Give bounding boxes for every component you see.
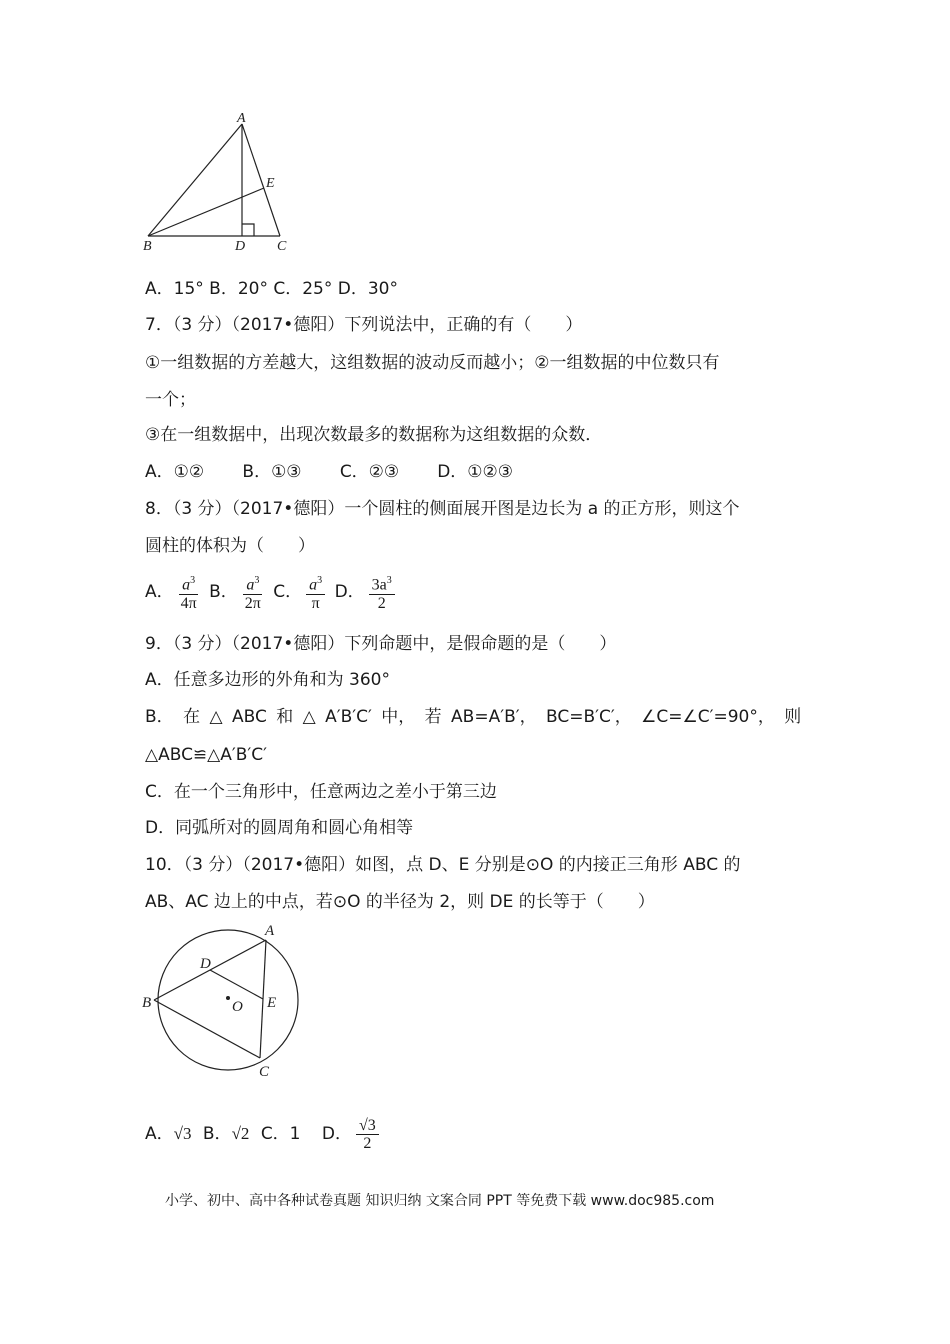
circle-figure (138, 918, 308, 1083)
vertex-a-label: A (237, 111, 246, 126)
q7-option-c: C．②③ (339, 462, 400, 482)
q7-statement-line2: 一个； (145, 390, 196, 410)
triangle-figure (140, 110, 310, 255)
fig2-point-d-label: D (200, 956, 211, 972)
q8-stem-line2: 圆柱的体积为（ ） (145, 536, 315, 556)
q6-options: A．15° B．20° C．25° D．30° (145, 279, 398, 299)
vertex-c-label: C (277, 239, 287, 254)
q8-option-d-fraction: $\frac{3a^3}{2}$ (369, 572, 395, 611)
q10-option-d-label: D． (321, 1124, 352, 1144)
q7-stem: 7．（3 分）（2017•德阳）下列说法中，正确的有（ ） (145, 315, 583, 335)
fig2-point-e-label: E (267, 995, 277, 1011)
q10-stem-line2: AB、AC 边上的中点，若⊙O 的半径为 2，则 DE 的长等于（ ） (145, 892, 655, 912)
q7-option-b: B．①③ (242, 462, 302, 482)
q7-statement-line1: ①一组数据的方差越大，这组数据的波动反而越小；②一组数据的中位数只有 (145, 353, 720, 373)
q10-option-b-root: √2 (231, 1124, 250, 1143)
q8-stem-line1: 8．（3 分）（2017•德阳）一个圆柱的侧面展开图是边长为 a 的正方形，则这个 (145, 499, 740, 519)
q10-option-c: C．1 (260, 1124, 301, 1144)
fig2-vertex-a-label: A (265, 923, 275, 939)
q7-option-a: A．①② (145, 462, 205, 482)
point-d-label: D (235, 239, 246, 254)
q10-option-d-fraction: $\frac{√3}{2}$ (356, 1117, 379, 1152)
q8-option-b-label: B． (209, 582, 238, 602)
q10-option-a-label: A． (145, 1124, 174, 1144)
q9-option-b-line1: B． 在 △ ABC 和 △ A′B′C′ 中， 若 AB=A′B′， BC=B′C′， ∠C=∠C′=90°， 则 (145, 707, 802, 727)
fig2-vertex-c-label: C (259, 1064, 270, 1080)
fig2-vertex-b-label: B (142, 995, 152, 1011)
q9-option-b-line2: △ABC≌△A′B′C′ (145, 745, 267, 765)
q7-statement-line3: ③在一组数据中，出现次数最多的数据称为这组数据的众数． (145, 425, 603, 445)
q9-stem: 9．（3 分）（2017•德阳）下列命题中，是假命题的是（ ） (145, 634, 617, 654)
q10-option-b-label: B． (202, 1124, 232, 1144)
q8-options (145, 570, 399, 614)
q8-option-d-label: D． (334, 582, 365, 602)
q8-option-a-fraction: $\frac{a^3}{4\pi}$ (178, 572, 200, 611)
q9-option-d: D．同弧所对的圆周角和圆心角相等 (145, 818, 414, 838)
q9-option-c: C．在一个三角形中，任意两边之差小于第三边 (145, 782, 497, 802)
q8-option-c-label: C． (273, 582, 303, 602)
q7-options (145, 462, 513, 482)
page-footer: 小学、初中、高中各种试卷真题 知识归纳 文案合同 PPT 等免费下载 www.doc985.com (165, 1193, 715, 1209)
q9-option-a: A．任意多边形的外角和为 360° (145, 670, 390, 690)
q10-stem-line1: 10．（3 分）（2017•德阳）如图，点 D、E 分别是⊙O 的内接正三角形 ABC 的 (145, 855, 741, 875)
point-e-label: E (266, 176, 275, 191)
q8-option-b-fraction: $\frac{a^3}{2\pi}$ (242, 572, 264, 611)
q8-option-a-label: A． (145, 582, 174, 602)
vertex-b-label: B (143, 239, 152, 254)
fig2-center-o-label: O (232, 999, 243, 1015)
q8-option-c-fraction: $\frac{a^3}{\pi}$ (306, 572, 325, 611)
q10-options (145, 1112, 383, 1156)
q7-option-d: D．①②③ (437, 462, 514, 482)
q10-option-a-root: √3 (173, 1124, 192, 1143)
